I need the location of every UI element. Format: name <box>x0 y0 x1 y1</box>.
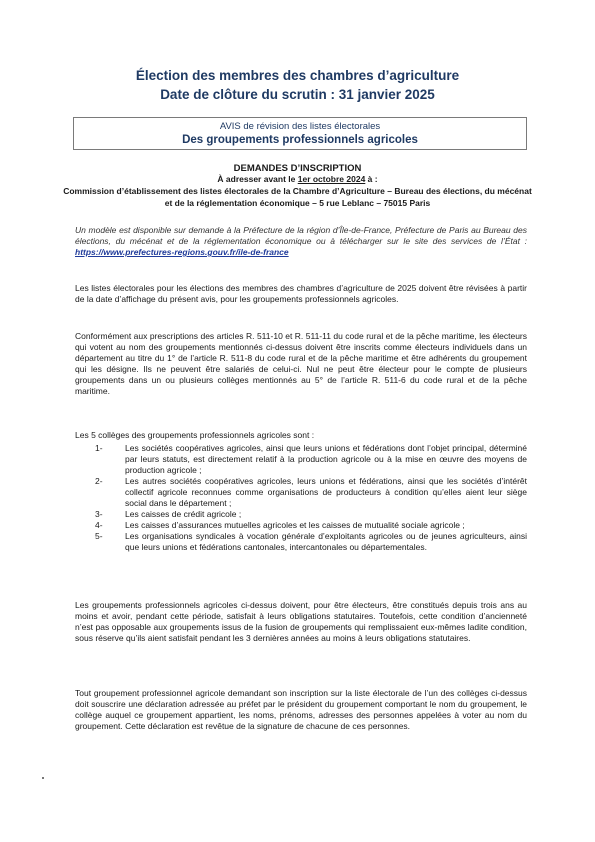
list-item <box>75 443 527 476</box>
list-item-text: Les caisses de crédit agricole ; <box>125 509 242 519</box>
colleges-intro: Les 5 collèges des groupements professionnels agricoles sont : <box>75 430 315 440</box>
page-subtitle: Date de clôture du scrutin : 31 janvier 2025 <box>160 87 435 102</box>
colleges-list <box>75 443 527 553</box>
deadline-line <box>60 174 535 185</box>
model-notice <box>75 225 527 258</box>
list-item-number: 4- <box>95 520 103 530</box>
list-item-text: Les autres sociétés coopératives agricoles, leurs unions et fédérations, ainsi que les sociétés d’intérêt collectif agricole reconnues comme organisations de producteurs à condition qu’elles aient leur siège social dans le département ; <box>125 476 527 508</box>
deadline-suffix: à : <box>365 174 378 184</box>
commission-address: Commission d’établissement des listes électorales de la Chambre d’Agriculture – Bureau des élections, du mécénat et de la réglementation économique – 5 rue Leblanc – 75015 Paris <box>63 186 532 208</box>
banner-line-2: Des groupements professionnels agricoles <box>182 134 418 146</box>
page-title: Élection des membres des chambres d’agriculture <box>135 68 460 83</box>
deadline-date: 1er octobre 2024 <box>297 174 366 184</box>
list-item-number: 3- <box>95 509 103 519</box>
deadline-prefix: À adresser avant le <box>217 174 298 184</box>
list-item <box>75 531 527 553</box>
list-item-number: 5- <box>95 531 103 541</box>
revision-paragraph: Les listes électorales pour les élections des membres des chambres d’agriculture de 2025 doivent être révisées à partir de la date d’affichage du présent avis, pour les groupements professionnels agricoles. <box>75 283 527 304</box>
list-item <box>75 520 527 531</box>
scan-speck <box>42 777 44 779</box>
prescriptions-paragraph: Conformément aux prescriptions des articles R. 511-10 et R. 511-11 du code rural et de la pêche maritime, les électeurs qui votent au nom des groupements mentionnés ci-dessus doivent être inscrits comme électeurs individuels dans un département au titre du 1° de l’article R. 511-8 du code rural et de la pêche maritime et être adhérents du groupement qui les désigne. Ils ne peuvent être salariés de celui-ci. Nul ne peut être électeur pour le compte de plusieurs groupements dans un ou plusieurs collèges mentionnés au 5° de l’article R. 511-6 du code rural et de la pêche maritime. <box>75 331 527 396</box>
list-item-text: Les sociétés coopératives agricoles, ainsi que leurs unions et fédérations dont l’objet principal, déterminé par leurs statuts, est directement relatif à la production agricole ou à la mise en œuvre des moyens de production agricole ; <box>125 443 527 475</box>
list-item-text: Les caisses d’assurances mutuelles agricoles et les caisses de mutualité sociale agricole ; <box>125 520 465 530</box>
banner-line-1: AVIS de révision des listes électorales <box>219 121 381 132</box>
notice-banner <box>73 117 527 150</box>
list-item-number: 2- <box>95 476 103 486</box>
prefecture-link[interactable]: https://www.prefectures-regions.gouv.fr/ile-de-france <box>75 247 289 257</box>
model-notice-text: Un modèle est disponible sur demande à la Préfecture de la région d’Île-de-France, Préfecture de Paris au Bureau des élections, du mécénat et de la réglementation économique ou à télécharger sur le site des services de l’État : <box>75 225 527 246</box>
list-item <box>75 476 527 509</box>
declaration-paragraph: Tout groupement professionnel agricole demandant son inscription sur la liste électorale de l’un des collèges ci-dessus doit souscrire une déclaration adressée au préfet par le président du groupement comportant le nom du groupement, le collège auquel ce groupement appartient, les noms, prénoms, adresses des personnes appelées à voter au nom du groupement. Cette déclaration est revêtue de la signature de chacune de ces personnes. <box>75 688 527 731</box>
list-item <box>75 509 527 520</box>
list-item-text: Les organisations syndicales à vocation générale d’exploitants agricoles ou de jeunes agriculteurs, ainsi que leurs unions et fédérations cantonales, intercantonales ou départementales. <box>125 531 527 552</box>
section-heading: DEMANDES D’INSCRIPTION <box>233 163 362 174</box>
conditions-paragraph: Les groupements professionnels agricoles ci-dessus doivent, pour être électeurs, être constitués depuis trois ans au moins et avoir, pendant cette période, satisfait à leurs obligations statutaires. Toutefois, cette condition d’ancienneté n’est pas opposable aux groupements issus de la fusion de groupements qui remplissaient eux-mêmes ladite condition, sous réserve qu’ils aient satisfait pendant les 3 dernières années au moins à leurs obligations statutaires. <box>75 600 527 643</box>
list-item-number: 1- <box>95 443 103 453</box>
